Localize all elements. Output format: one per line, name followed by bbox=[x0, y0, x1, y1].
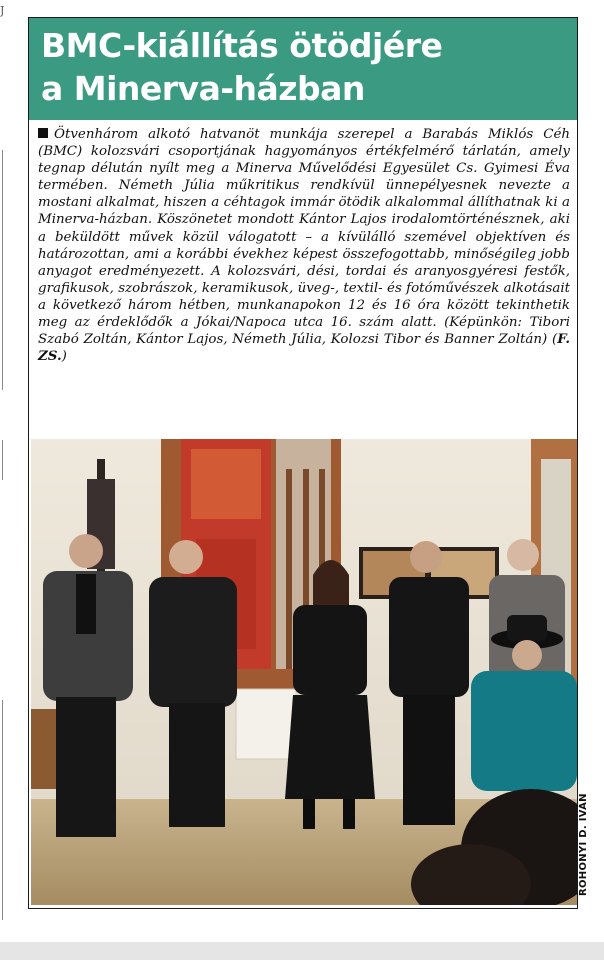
photo-credit: ROHONYI D. IVÁN bbox=[578, 793, 589, 896]
article-frame bbox=[28, 17, 578, 909]
headline-line-2: a Minerva-házban bbox=[41, 69, 365, 108]
article-photo bbox=[31, 439, 577, 905]
bullet-square-icon bbox=[38, 128, 48, 138]
headline-line-1: BMC-kiállítás ötödjére bbox=[41, 26, 443, 65]
article-text: Ötvenhárom alkotó hatvanöt munkája szerepel a Barabás Miklós Céh (BMC) kolozsvári csoportjának hagyományos értékfelmérő tárlatán, amely tegnap délután nyílt meg a Minerva Művelődési Egyesület Cs. Gyimesi Éva termében. Németh Júlia műkritikus rendkívül ünnepélyesnek nevezte a mostani alkalmat, hiszen a céhtagok immár ötödik alkalommal állíthatnak ki a Minerva-házban. Köszönetet mondott Kántor Lajos irodalomtörténésznek, aki a beküldött művek közül válogatott – a kívülálló szemével objektíven és határozottan, ami a korábbi évekhez képest összefogottabb, minőségileg jobb anyagot eredményezett. A kolozsvári, dési, tordai és aranyosgyéresi festők, grafikusok, szobrászok, keramikusok, üveg-, textil- és fotóművészek alkotásait a következő három hétben, munkanapokon 12 és 16 óra között tekinthetik meg az érdeklődők a Jókai/Napoca utca 16. szám alatt. (Képünkön: Tibori Szabó Zoltán, Kántor Lajos, Németh Júlia, Kolozsi Tibor és Banner Zoltán) bbox=[38, 127, 570, 348]
headline-banner bbox=[29, 18, 577, 120]
page-bottom-bar bbox=[0, 942, 604, 960]
gutter-rule bbox=[2, 440, 3, 480]
article-body bbox=[38, 126, 570, 365]
gutter-rule bbox=[2, 150, 3, 390]
credit-open: ( bbox=[547, 332, 558, 348]
author-credit: F. ZS. bbox=[38, 331, 571, 365]
credit-close: ) bbox=[61, 349, 67, 365]
gutter-mark: J bbox=[0, 4, 5, 17]
gutter-rule bbox=[2, 700, 3, 920]
headline bbox=[41, 24, 567, 110]
photo-illustration bbox=[31, 439, 577, 905]
